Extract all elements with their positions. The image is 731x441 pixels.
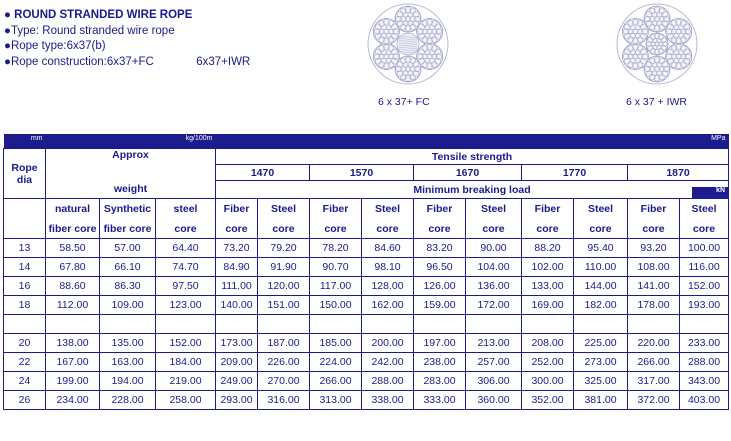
- value-cell: 97.50: [156, 277, 216, 296]
- construction-fc: ●Rope construction:6x37+FC: [4, 55, 154, 68]
- value-cell: 91.90: [258, 258, 310, 277]
- value-cell: 98.10: [362, 258, 414, 277]
- fc-caption: 6 x 37+ FC: [378, 96, 430, 108]
- value-cell: 178.00: [628, 296, 680, 315]
- grade-header: 1570: [310, 165, 414, 181]
- value-cell: 78.20: [310, 239, 362, 258]
- value-cell: 135.00: [100, 334, 156, 353]
- value-cell: 141.00: [628, 277, 680, 296]
- table-row: [4, 391, 729, 410]
- value-cell: 64.40: [156, 239, 216, 258]
- value-cell: 266.00: [628, 353, 680, 372]
- value-cell: 150.00: [310, 296, 362, 315]
- spacer-cell: [156, 315, 216, 334]
- mm-bar: mm: [4, 134, 46, 149]
- value-cell: 234.00: [46, 391, 100, 410]
- approx-weight-header: Approx weight: [46, 149, 216, 199]
- value-cell: 208.00: [522, 334, 574, 353]
- rope-dia-header: Rope dia: [4, 149, 46, 199]
- value-cell: 116.00: [680, 258, 729, 277]
- value-cell: 58.50: [46, 239, 100, 258]
- value-cell: 219.00: [156, 372, 216, 391]
- value-cell: 172.00: [466, 296, 522, 315]
- breaking-load-table: [3, 134, 729, 410]
- spacer-cell: [100, 315, 156, 334]
- value-cell: 257.00: [466, 353, 522, 372]
- tensile-strength-header: Tensile strength: [216, 149, 729, 165]
- value-cell: 194.00: [100, 372, 156, 391]
- weight-col-header: Synthetic fiber core: [100, 199, 156, 239]
- value-cell: 258.00: [156, 391, 216, 410]
- value-cell: 338.00: [362, 391, 414, 410]
- value-cell: 79.20: [258, 239, 310, 258]
- type-line: ●Type: Round stranded wire rope: [4, 24, 175, 37]
- value-cell: 225.00: [574, 334, 628, 353]
- value-cell: 109.00: [100, 296, 156, 315]
- value-cell: 67.80: [46, 258, 100, 277]
- spacer-cell: [362, 315, 414, 334]
- value-cell: 252.00: [522, 353, 574, 372]
- value-cell: 293.00: [216, 391, 258, 410]
- value-cell: 224.00: [310, 353, 362, 372]
- spacer-cell: [216, 315, 258, 334]
- value-cell: 197.00: [414, 334, 466, 353]
- value-cell: 136.00: [466, 277, 522, 296]
- value-cell: 220.00: [628, 334, 680, 353]
- value-cell: 306.00: [466, 372, 522, 391]
- grade-header: 1670: [414, 165, 522, 181]
- value-cell: 120.00: [258, 277, 310, 296]
- table-row: [4, 334, 729, 353]
- value-cell: 159.00: [414, 296, 466, 315]
- rope-dia-sub: [4, 199, 46, 239]
- table-row: [4, 372, 729, 391]
- value-cell: 199.00: [46, 372, 100, 391]
- value-cell: 238.00: [414, 353, 466, 372]
- value-cell: 325.00: [574, 372, 628, 391]
- construction-line: [4, 55, 250, 71]
- value-cell: 226.00: [258, 353, 310, 372]
- value-cell: 233.00: [680, 334, 729, 353]
- value-cell: 162.00: [362, 296, 414, 315]
- rope-type-line: ●Rope type:6x37(b): [4, 40, 106, 52]
- value-cell: 152.00: [156, 334, 216, 353]
- value-cell: 316.00: [258, 391, 310, 410]
- value-cell: 86.30: [100, 277, 156, 296]
- load-col-header: Fiber core: [414, 199, 466, 239]
- value-cell: 173.00: [216, 334, 258, 353]
- value-cell: 96.50: [414, 258, 466, 277]
- spacer-cell: [680, 315, 729, 334]
- value-cell: 110.00: [574, 258, 628, 277]
- value-cell: 74.70: [156, 258, 216, 277]
- rope-dia-cell: 16: [4, 277, 46, 296]
- value-cell: 144.00: [574, 277, 628, 296]
- kg-bar: kg/100m: [46, 134, 216, 149]
- value-cell: 283.00: [414, 372, 466, 391]
- load-col-header: Steel core: [466, 199, 522, 239]
- table-row: [4, 239, 729, 258]
- value-cell: 104.00: [466, 258, 522, 277]
- value-cell: 133.00: [522, 277, 574, 296]
- value-cell: 184.00: [156, 353, 216, 372]
- table-row: [4, 277, 729, 296]
- value-cell: 187.00: [258, 334, 310, 353]
- load-col-header: Steel core: [574, 199, 628, 239]
- value-cell: 84.60: [362, 239, 414, 258]
- value-cell: 151.00: [258, 296, 310, 315]
- value-cell: 163.00: [100, 353, 156, 372]
- value-cell: 123.00: [156, 296, 216, 315]
- value-cell: 193.00: [680, 296, 729, 315]
- value-cell: 200.00: [362, 334, 414, 353]
- spacer-cell: [574, 315, 628, 334]
- value-cell: 84.90: [216, 258, 258, 277]
- spacer-cell: [46, 315, 100, 334]
- weight-col-header: natural fiber core: [46, 199, 100, 239]
- value-cell: 209.00: [216, 353, 258, 372]
- rope-dia-cell: 14: [4, 258, 46, 277]
- value-cell: 372.00: [628, 391, 680, 410]
- spacer-cell: [310, 315, 362, 334]
- value-cell: 185.00: [310, 334, 362, 353]
- value-cell: 95.40: [574, 239, 628, 258]
- value-cell: 317.00: [628, 372, 680, 391]
- rope-dia-cell: 13: [4, 239, 46, 258]
- value-cell: 108.00: [628, 258, 680, 277]
- value-cell: 57.00: [100, 239, 156, 258]
- spec-header: [4, 8, 250, 70]
- value-cell: 270.00: [258, 372, 310, 391]
- min-breaking-load-header: Minimum breaking load kN: [216, 181, 729, 199]
- value-cell: 73.20: [216, 239, 258, 258]
- load-col-header: Fiber core: [216, 199, 258, 239]
- value-cell: 152.00: [680, 277, 729, 296]
- value-cell: 126.00: [414, 277, 466, 296]
- rope-dia-cell: 20: [4, 334, 46, 353]
- spacer-cell: [466, 315, 522, 334]
- value-cell: 182.00: [574, 296, 628, 315]
- value-cell: 140.00: [216, 296, 258, 315]
- value-cell: 333.00: [414, 391, 466, 410]
- rope-fc-cross-section: [366, 2, 450, 86]
- grade-header: 1470: [216, 165, 310, 181]
- spacer-cell: [522, 315, 574, 334]
- value-cell: 300.00: [522, 372, 574, 391]
- mpa-bar: MPa: [216, 134, 729, 149]
- rope-dia-cell: 22: [4, 353, 46, 372]
- rope-dia-cell: 24: [4, 372, 46, 391]
- load-col-header: Steel core: [680, 199, 729, 239]
- load-col-header: Fiber core: [522, 199, 574, 239]
- table-row: [4, 296, 729, 315]
- table-row: [4, 258, 729, 277]
- rope-dia-cell: 26: [4, 391, 46, 410]
- value-cell: 360.00: [466, 391, 522, 410]
- spacer-cell: [628, 315, 680, 334]
- value-cell: 169.00: [522, 296, 574, 315]
- value-cell: 249.00: [216, 372, 258, 391]
- load-col-header: Steel core: [362, 199, 414, 239]
- value-cell: 288.00: [680, 353, 729, 372]
- value-cell: 381.00: [574, 391, 628, 410]
- value-cell: 228.00: [100, 391, 156, 410]
- value-cell: 128.00: [362, 277, 414, 296]
- value-cell: 83.20: [414, 239, 466, 258]
- page-title: ● ROUND STRANDED WIRE ROPE: [4, 9, 193, 21]
- value-cell: 352.00: [522, 391, 574, 410]
- spacer-row: [4, 315, 729, 334]
- value-cell: 288.00: [362, 372, 414, 391]
- value-cell: 100.00: [680, 239, 729, 258]
- value-cell: 403.00: [680, 391, 729, 410]
- value-cell: 242.00: [362, 353, 414, 372]
- load-col-header: Fiber core: [310, 199, 362, 239]
- value-cell: 88.60: [46, 277, 100, 296]
- value-cell: 102.00: [522, 258, 574, 277]
- value-cell: 167.00: [46, 353, 100, 372]
- value-cell: 273.00: [574, 353, 628, 372]
- spacer-cell: [414, 315, 466, 334]
- value-cell: 111.00: [216, 277, 258, 296]
- value-cell: 213.00: [466, 334, 522, 353]
- value-cell: 90.00: [466, 239, 522, 258]
- spacer-cell: [4, 315, 46, 334]
- rope-iwr-cross-section: [615, 2, 699, 86]
- load-col-header: Steel core: [258, 199, 310, 239]
- value-cell: 66.10: [100, 258, 156, 277]
- spacer-cell: [258, 315, 310, 334]
- rope-dia-cell: 18: [4, 296, 46, 315]
- table-row: [4, 353, 729, 372]
- value-cell: 117.00: [310, 277, 362, 296]
- grade-header: 1870: [628, 165, 729, 181]
- value-cell: 343.00: [680, 372, 729, 391]
- grade-header: 1770: [522, 165, 628, 181]
- load-col-header: Fiber core: [628, 199, 680, 239]
- value-cell: 112.00: [46, 296, 100, 315]
- value-cell: 88.20: [522, 239, 574, 258]
- value-cell: 93.20: [628, 239, 680, 258]
- value-cell: 138.00: [46, 334, 100, 353]
- construction-iwr: 6x37+IWR: [196, 55, 251, 68]
- value-cell: 90.70: [310, 258, 362, 277]
- value-cell: 266.00: [310, 372, 362, 391]
- iwr-caption: 6 x 37 + IWR: [626, 96, 687, 108]
- value-cell: 313.00: [310, 391, 362, 410]
- weight-col-header: steel core: [156, 199, 216, 239]
